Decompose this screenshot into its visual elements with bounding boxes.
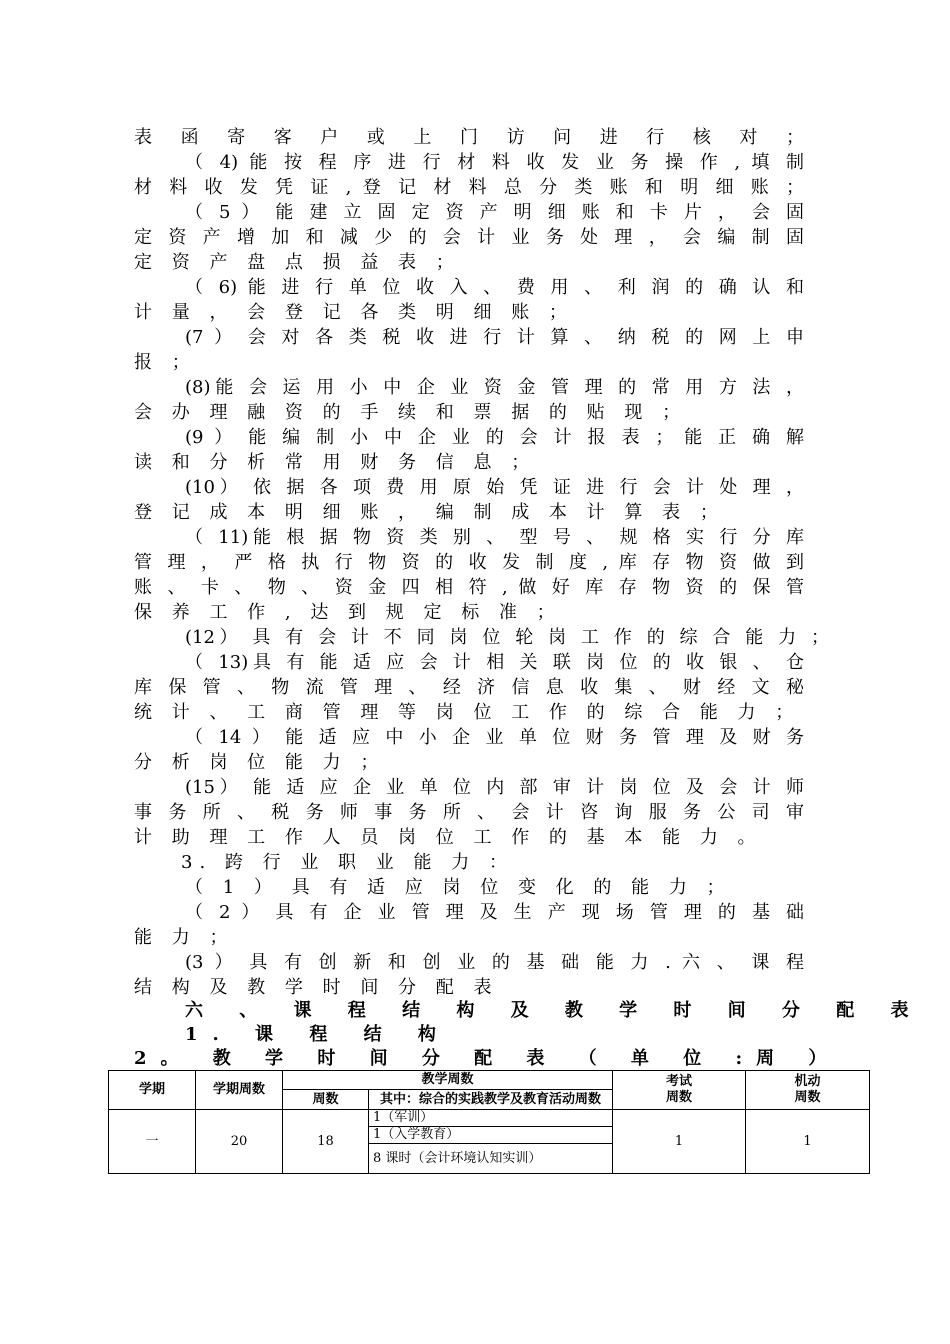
text-line: 读 和 分 析 常 用 财 务 信 息 ； <box>134 452 537 473</box>
header-exam-weeks: 周数 <box>665 1090 692 1105</box>
text-line: (10） 依 据 各 项 费 用 原 始 凭 证 进 行 会 计 处 理 ， <box>185 477 804 498</box>
subsection-heading: 1. 课 程 结 构 <box>185 1024 451 1045</box>
text-line: （ 6) 能 进 行 单 位 收 入 、 费 用 、 利 润 的 确 认 和 <box>185 277 804 298</box>
value-practice-3: 8 课时（会计环境认知实训） <box>373 1151 542 1166</box>
header-term-weeks: 学期周数 <box>212 1082 265 1097</box>
text-line: （ 5 ） 能 建 立 固 定 资 产 明 细 账 和 卡 片 ， 会 固 <box>185 202 804 223</box>
text-line: 登 记 成 本 明 细 账 ， 编 制 成 本 计 算 表 ； <box>134 502 725 523</box>
teaching-time-table <box>108 1070 870 1174</box>
text-line: （ 2 ） 具 有 企 业 管 理 及 生 产 现 场 管 理 的 基 础 <box>185 902 804 923</box>
text-line: （ 1 ） 具 有 适 应 岗 位 变 化 的 能 力 ； <box>185 877 732 898</box>
text-line: 材 料 收 发 凭 证 , 登 记 材 料 总 分 类 账 和 明 细 账 ； <box>134 177 804 198</box>
subsection-heading: 2。 教 学 时 间 分 配 表 （ 单 位 :周 ） <box>134 1048 841 1069</box>
text-line: (12） 具 有 会 计 不 同 岗 位 轮 岗 工 作 的 综 合 能 力 ； <box>185 627 829 648</box>
header-exam: 考试 <box>665 1074 692 1089</box>
value-term: 一 <box>145 1134 159 1149</box>
text-line: （ 4) 能 按 程 序 进 行 材 料 收 发 业 务 操 作 , 填 制 <box>185 152 804 173</box>
value-flex: 1 <box>803 1134 812 1149</box>
text-line: 3. 跨 行 业 职 业 能 力 ： <box>181 852 514 873</box>
text-line: 结 构 及 教 学 时 间 分 配 表 <box>134 977 499 998</box>
value-practice-1: 1（军训） <box>373 1110 434 1125</box>
text-line: （ 13)具 有 能 适 应 会 计 相 关 联 岗 位 的 收 银 、 仓 <box>185 652 804 673</box>
value-practice-2: 1（入学教育） <box>373 1127 460 1142</box>
text-line: （ 14 ） 能 适 应 中 小 企 业 单 位 财 务 管 理 及 财 务 <box>185 727 804 748</box>
header-teaching-weeks: 教学周数 <box>421 1072 474 1087</box>
text-line: 定 资 产 增 加 和 减 少 的 会 计 业 务 处 理 ， 会 编 制 固 <box>134 227 804 248</box>
text-line: 保 养 工 作 , 达 到 规 定 标 准 ； <box>134 602 562 623</box>
text-line: (15） 能 适 应 企 业 单 位 内 部 审 计 岗 位 及 会 计 师 <box>185 777 804 798</box>
value-term-weeks: 20 <box>230 1134 248 1149</box>
text-line: 报 ； <box>134 352 197 373</box>
text-line: （ 11)能 根 据 物 资 类 别 、 型 号 、 规 格 实 行 分 库 <box>185 527 804 548</box>
text-line: 事 务 所 、 税 务 师 事 务 所 、 会 计 咨 询 服 务 公 司 审 <box>134 802 804 823</box>
text-line: (7 ） 会 对 各 类 税 收 进 行 计 算 、 纳 税 的 网 上 申 <box>185 327 804 348</box>
header-term: 学期 <box>138 1082 165 1097</box>
text-line: (9 ） 能 编 制 小 中 企 业 的 会 计 报 表 ； 能 正 确 解 <box>185 427 804 448</box>
text-line: 管 理 ， 严 格 执 行 物 资 的 收 发 制 度 , 库 存 物 资 做 到 <box>134 552 804 573</box>
text-line: 统 计 、 工 商 管 理 等 岗 位 工 作 的 综 合 能 力 ； <box>134 702 801 723</box>
header-weeks: 周数 <box>312 1092 339 1107</box>
text-line: (8)能 会 运 用 小 中 企 业 资 金 管 理 的 常 用 方 法 ， <box>185 377 804 398</box>
section-heading: 六 、 课 程 结 构 及 教 学 时 间 分 配 表 <box>185 1000 924 1021</box>
text-line: 表 函 寄 客 户 或 上 门 访 问 进 行 核 对 ； <box>134 127 804 148</box>
text-line: 定 资 产 盘 点 损 益 表 ； <box>134 252 461 273</box>
text-line: 库 保 管 、 物 流 管 理 、 经 济 信 息 收 集 、 财 经 文 秘 <box>134 677 804 698</box>
text-line: 账 、 卡 、 物 、 资 金 四 相 符 , 做 好 库 存 物 资 的 保 管 <box>134 577 804 598</box>
text-line: 分 析 岗 位 能 力 ； <box>134 752 386 773</box>
text-line: (3 ） 具 有 创 新 和 创 业 的 基 础 能 力 . 六 、 课 程 <box>185 952 804 973</box>
value-weeks: 18 <box>317 1134 334 1149</box>
header-flex-weeks: 周数 <box>794 1090 821 1105</box>
header-flex: 机动 <box>794 1074 821 1089</box>
text-line: 会 办 理 融 资 的 手 续 和 票 据 的 贴 现 ； <box>134 402 688 423</box>
text-line: 计 量 ， 会 登 记 各 类 明 细 账 ； <box>134 302 574 323</box>
text-line: 计 助 理 工 作 人 员 岗 位 工 作 的 基 本 能 力 。 <box>134 827 763 848</box>
header-practice: 其中：综合的实践教学及教育活动周数 <box>379 1092 601 1107</box>
text-line: 能 力 ； <box>134 927 235 948</box>
value-exam: 1 <box>674 1134 684 1149</box>
